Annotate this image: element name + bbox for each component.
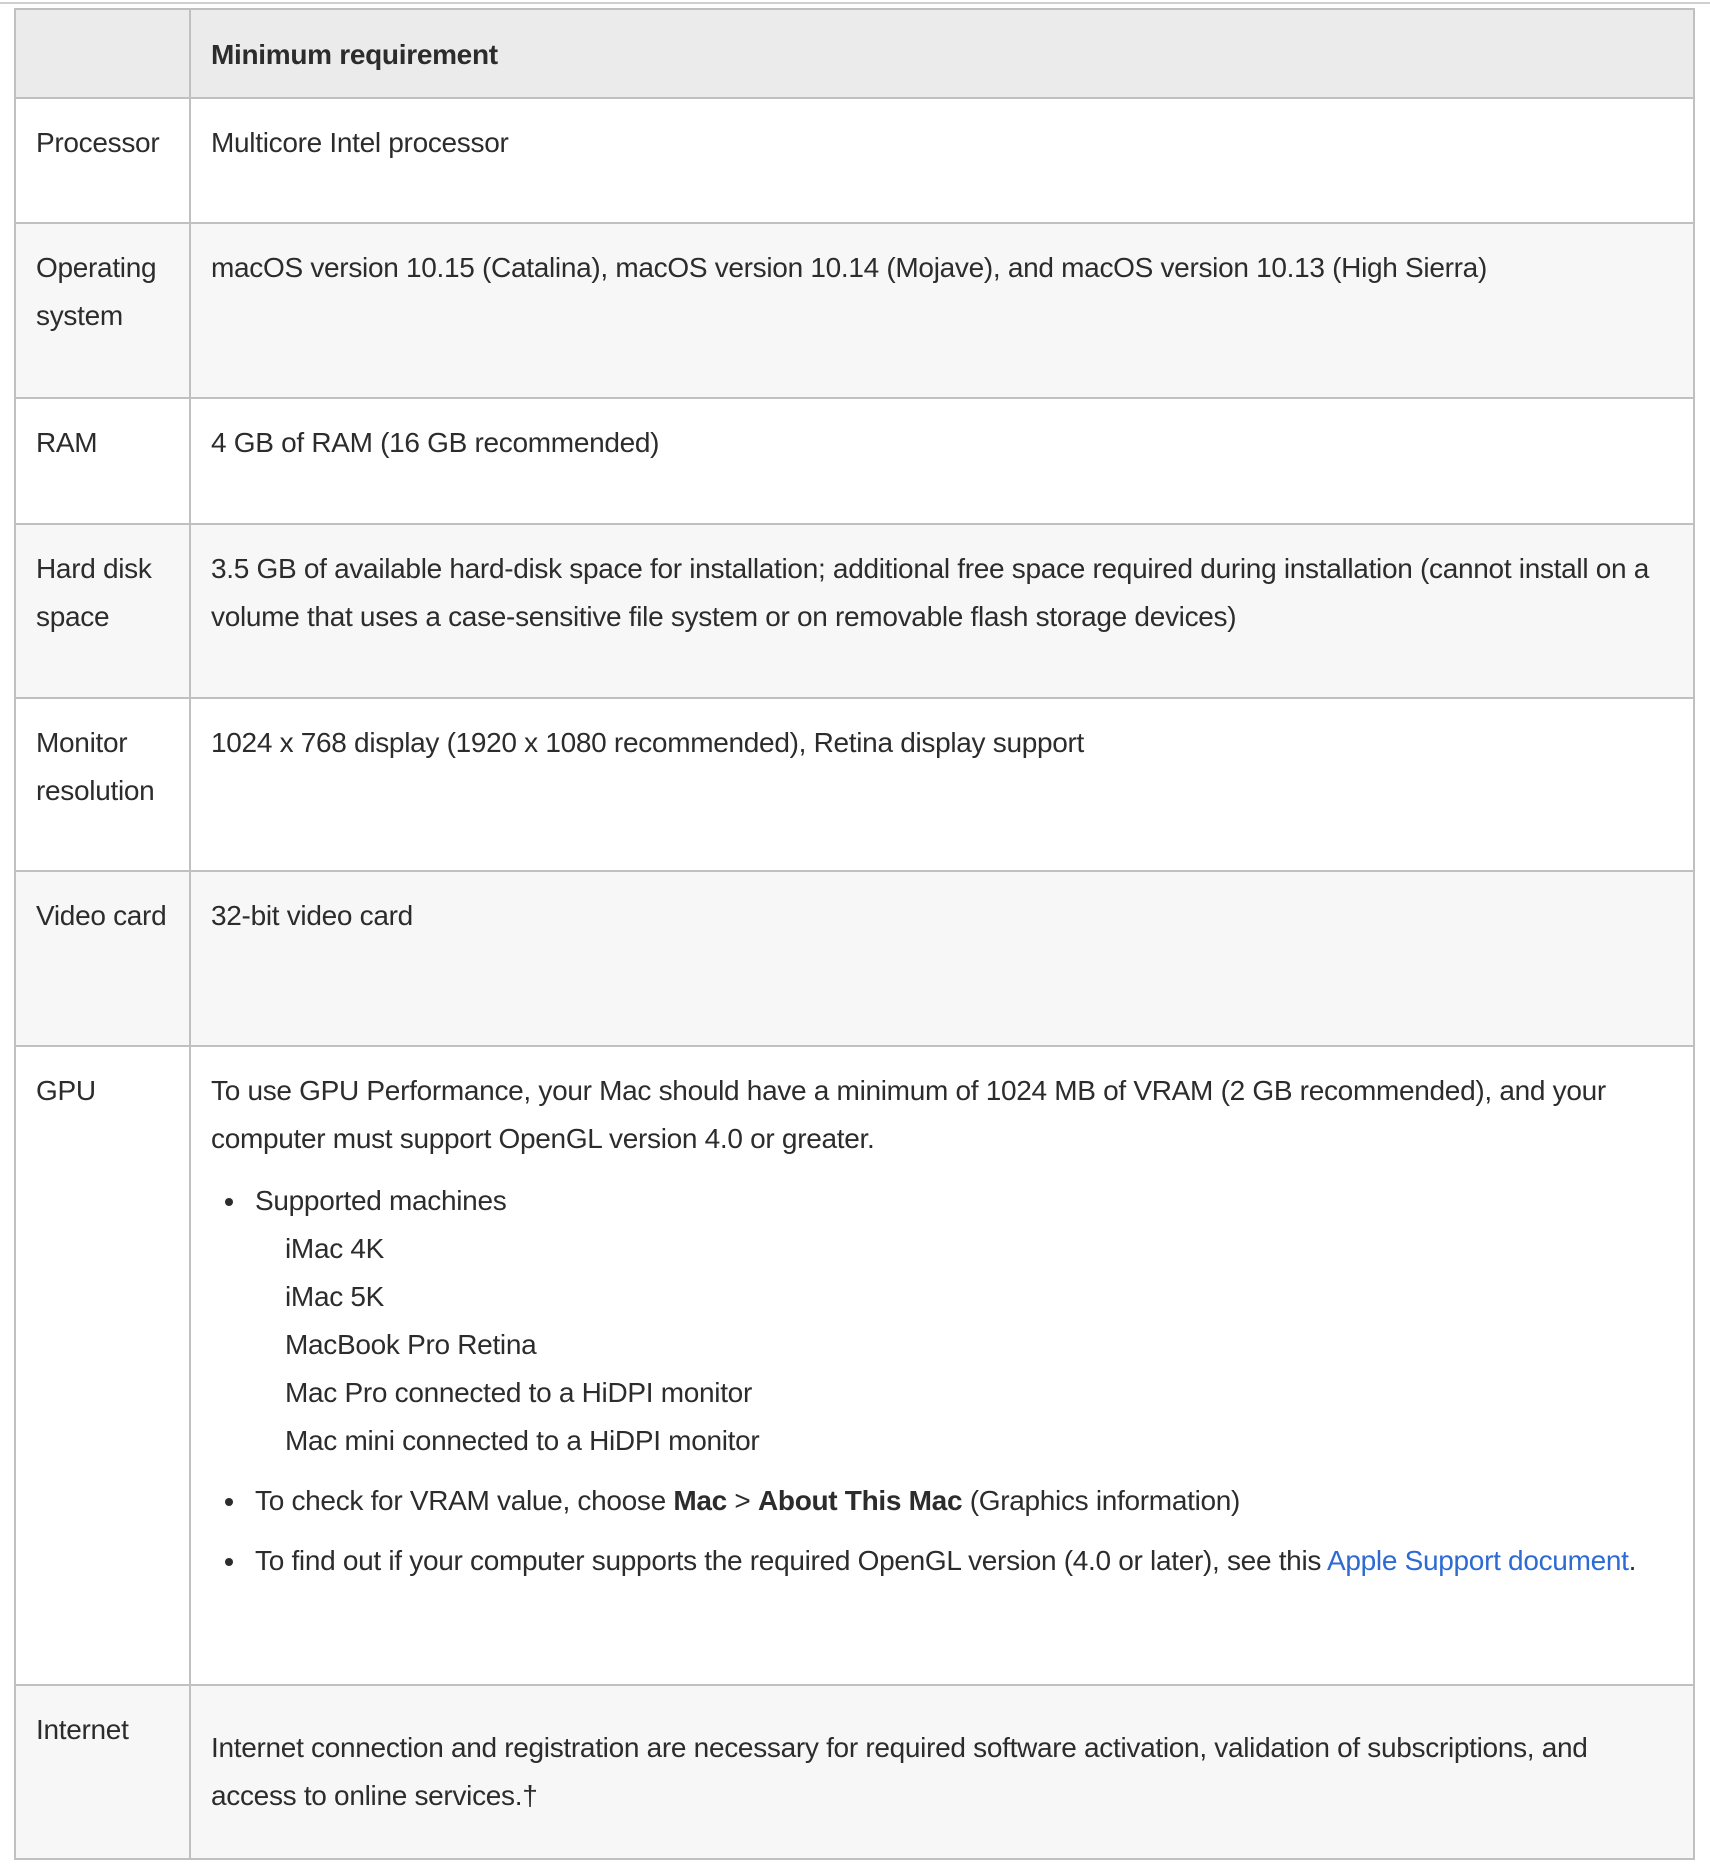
os-value: macOS version 10.15 (Catalina), macOS version 10.14 (Mojave), and macOS version 10.13 (High Sierra) bbox=[211, 252, 1487, 283]
gpu-bullet-list bbox=[211, 1177, 1673, 1585]
list-item-vram-check bbox=[255, 1477, 1673, 1525]
row-label: Video card bbox=[15, 871, 190, 1046]
supported-machines-list bbox=[255, 1225, 1673, 1465]
vram-check-suffix: (Graphics information) bbox=[962, 1485, 1241, 1516]
bullet-icon bbox=[225, 1558, 233, 1566]
row-label: GPU bbox=[15, 1046, 190, 1685]
row-value bbox=[190, 698, 1694, 871]
bullet-icon bbox=[225, 1498, 233, 1506]
header-minimum-requirement: Minimum requirement bbox=[190, 9, 1694, 98]
table-row-operating-system bbox=[15, 223, 1694, 398]
row-value bbox=[190, 223, 1694, 398]
vram-check-prefix: To check for VRAM value, choose bbox=[255, 1485, 674, 1516]
row-value bbox=[190, 98, 1694, 223]
top-divider bbox=[0, 2, 1710, 4]
row-value bbox=[190, 1685, 1694, 1859]
opengl-check-suffix: . bbox=[1628, 1545, 1637, 1576]
row-value bbox=[190, 398, 1694, 524]
table-row-video-card bbox=[15, 871, 1694, 1046]
row-value bbox=[190, 524, 1694, 698]
machine-item: Mac mini connected to a HiDPI monitor bbox=[285, 1425, 760, 1456]
machine-item: Mac Pro connected to a HiDPI monitor bbox=[285, 1377, 752, 1408]
list-item-supported-machines bbox=[255, 1177, 1673, 1465]
table-row-processor bbox=[15, 98, 1694, 223]
table-row-gpu bbox=[15, 1046, 1694, 1685]
row-label: Hard disk space bbox=[15, 524, 190, 698]
hard-disk-value: 3.5 GB of available hard-disk space for installation; additional free space required during installation (cannot install on a volume that uses a case-sensitive file system or on removable flash storage devices) bbox=[211, 553, 1650, 632]
machine-item: iMac 5K bbox=[285, 1281, 385, 1312]
table-row-monitor-resolution bbox=[15, 698, 1694, 871]
menu-mac: Mac bbox=[673, 1485, 727, 1516]
row-label: RAM bbox=[15, 398, 190, 524]
header-label-cell bbox=[15, 9, 190, 98]
supported-machines-heading: Supported machines bbox=[255, 1185, 507, 1216]
ram-value: 4 GB of RAM (16 GB recommended) bbox=[211, 427, 660, 458]
row-value bbox=[190, 871, 1694, 1046]
processor-value: Multicore Intel processor bbox=[211, 127, 509, 158]
system-requirements-table bbox=[14, 8, 1695, 1860]
internet-value: Internet connection and registration are necessary for required software activation, validation of subscriptions, and access to online services.† bbox=[211, 1732, 1588, 1811]
menu-about-this-mac: About This Mac bbox=[757, 1485, 963, 1516]
table-header-row bbox=[15, 9, 1694, 98]
row-label: Monitor resolution bbox=[15, 698, 190, 871]
table-row-ram bbox=[15, 398, 1694, 524]
gpu-intro: To use GPU Performance, your Mac should have a minimum of 1024 MB of VRAM (2 GB recommended), and your computer must support OpenGL version 4.0 or greater. bbox=[211, 1075, 1606, 1154]
machine-item: iMac 4K bbox=[285, 1233, 385, 1264]
row-label: Processor bbox=[15, 98, 190, 223]
row-label: Operating system bbox=[15, 223, 190, 398]
opengl-check-prefix: To find out if your computer supports the required OpenGL version (4.0 or later), see this bbox=[255, 1545, 1328, 1576]
table-row-internet bbox=[15, 1685, 1694, 1859]
machine-item: MacBook Pro Retina bbox=[285, 1329, 537, 1360]
menu-separator: > bbox=[726, 1485, 758, 1516]
video-card-value: 32-bit video card bbox=[211, 900, 413, 931]
row-label: Internet bbox=[15, 1685, 190, 1859]
list-item-opengl-check bbox=[255, 1537, 1673, 1585]
bullet-icon bbox=[225, 1198, 233, 1206]
table-row-hard-disk-space bbox=[15, 524, 1694, 698]
apple-support-document-link[interactable]: Apple Support document bbox=[1327, 1545, 1629, 1576]
monitor-value: 1024 x 768 display (1920 x 1080 recommended), Retina display support bbox=[211, 727, 1085, 758]
row-value bbox=[190, 1046, 1694, 1685]
